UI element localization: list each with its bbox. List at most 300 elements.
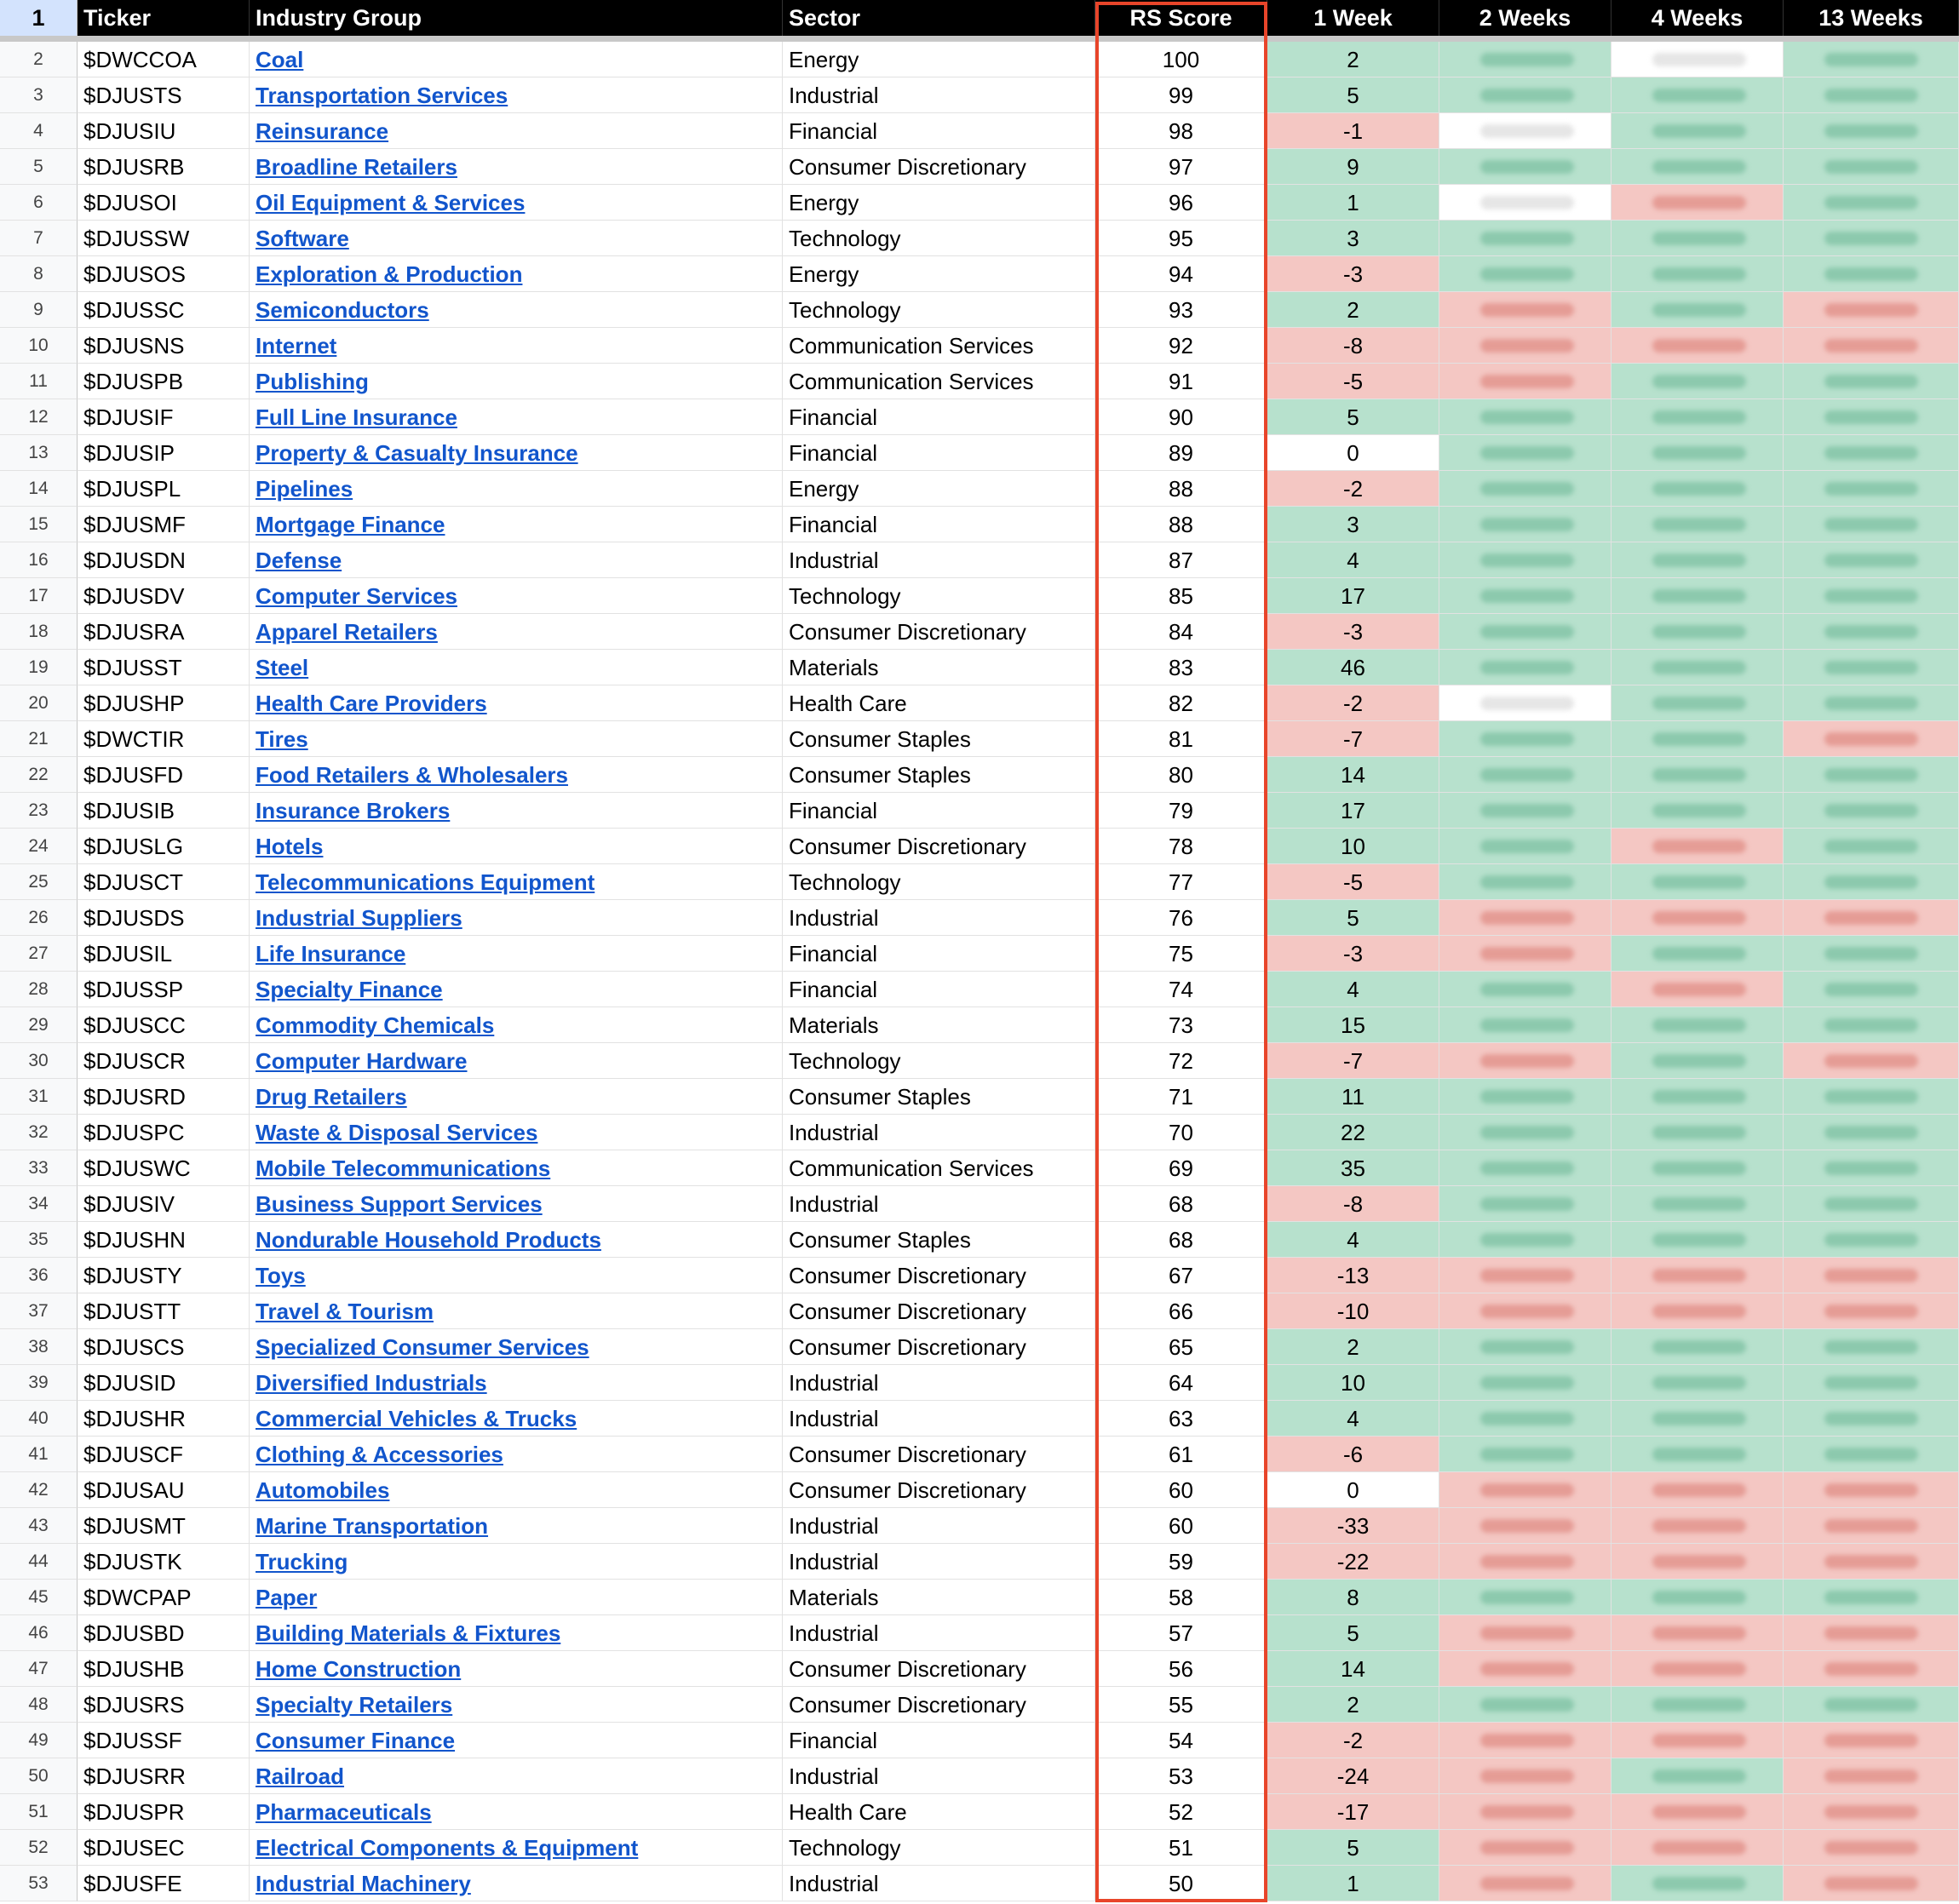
week-13-cell[interactable]: [1784, 1401, 1959, 1437]
ticker-cell[interactable]: $DJUSHN: [78, 1222, 250, 1258]
industry-group-link[interactable]: Railroad: [256, 1763, 345, 1789]
industry-group-link[interactable]: Pipelines: [256, 476, 353, 502]
ticker-cell[interactable]: $DJUSRS: [78, 1687, 250, 1723]
week-1-cell[interactable]: 4: [1267, 1401, 1439, 1437]
sector-cell[interactable]: Financial: [783, 435, 1095, 471]
industry-group-cell[interactable]: [250, 1758, 783, 1794]
rs-score-cell[interactable]: 58: [1095, 1580, 1267, 1615]
ticker-cell[interactable]: $DJUSFE: [78, 1866, 250, 1901]
sector-cell[interactable]: Industrial: [783, 1544, 1095, 1580]
ticker-cell[interactable]: $DJUSIF: [78, 399, 250, 435]
industry-group-link[interactable]: Paper: [256, 1585, 318, 1610]
week-4-cell[interactable]: [1611, 936, 1784, 972]
week-13-cell[interactable]: [1784, 650, 1959, 685]
sector-cell[interactable]: Consumer Discretionary: [783, 829, 1095, 864]
week-4-cell[interactable]: [1611, 77, 1784, 113]
industry-group-cell[interactable]: [250, 77, 783, 113]
week-4-cell[interactable]: [1611, 399, 1784, 435]
row-number[interactable]: 35: [0, 1222, 78, 1258]
ticker-cell[interactable]: $DJUSMF: [78, 507, 250, 542]
rs-score-cell[interactable]: 60: [1095, 1472, 1267, 1508]
week-4-cell[interactable]: [1611, 1794, 1784, 1830]
ticker-cell[interactable]: $DJUSRR: [78, 1758, 250, 1794]
sector-cell[interactable]: Financial: [783, 399, 1095, 435]
week-1-cell[interactable]: 17: [1267, 578, 1439, 614]
rs-score-cell[interactable]: 55: [1095, 1687, 1267, 1723]
week-2-cell[interactable]: [1439, 1079, 1611, 1115]
week-2-cell[interactable]: [1439, 1401, 1611, 1437]
sector-cell[interactable]: Consumer Staples: [783, 1079, 1095, 1115]
week-13-cell[interactable]: [1784, 1723, 1959, 1758]
rs-score-cell[interactable]: 69: [1095, 1150, 1267, 1186]
industry-group-link[interactable]: Clothing & Accessories: [256, 1442, 503, 1467]
industry-group-cell[interactable]: [250, 578, 783, 614]
rs-score-cell[interactable]: 99: [1095, 77, 1267, 113]
ticker-cell[interactable]: $DJUSPB: [78, 364, 250, 399]
row-number[interactable]: 3: [0, 77, 78, 113]
week-13-cell[interactable]: [1784, 1258, 1959, 1293]
sector-cell[interactable]: Consumer Staples: [783, 721, 1095, 757]
industry-group-link[interactable]: Automobiles: [256, 1477, 390, 1503]
rs-score-cell[interactable]: 98: [1095, 113, 1267, 149]
rs-score-cell[interactable]: 68: [1095, 1222, 1267, 1258]
week-13-cell[interactable]: [1784, 1580, 1959, 1615]
week-13-cell[interactable]: [1784, 185, 1959, 221]
week-1-cell[interactable]: 1: [1267, 1866, 1439, 1901]
ticker-cell[interactable]: $DJUSLG: [78, 829, 250, 864]
sector-cell[interactable]: Communication Services: [783, 364, 1095, 399]
week-1-cell[interactable]: 46: [1267, 650, 1439, 685]
week-13-cell[interactable]: [1784, 471, 1959, 507]
rs-score-cell[interactable]: 79: [1095, 793, 1267, 829]
row-number[interactable]: 15: [0, 507, 78, 542]
industry-group-cell[interactable]: [250, 685, 783, 721]
column-header-1-week[interactable]: 1 Week: [1267, 0, 1439, 36]
week-1-cell[interactable]: 8: [1267, 1580, 1439, 1615]
row-number[interactable]: 19: [0, 650, 78, 685]
week-2-cell[interactable]: [1439, 1222, 1611, 1258]
industry-group-link[interactable]: Commercial Vehicles & Trucks: [256, 1406, 577, 1431]
rs-score-cell[interactable]: 50: [1095, 1866, 1267, 1901]
industry-group-cell[interactable]: [250, 1115, 783, 1150]
ticker-cell[interactable]: $DJUSHP: [78, 685, 250, 721]
rs-score-cell[interactable]: 95: [1095, 221, 1267, 256]
column-header-2-weeks[interactable]: 2 Weeks: [1439, 0, 1611, 36]
ticker-cell[interactable]: $DJUSOI: [78, 185, 250, 221]
week-2-cell[interactable]: [1439, 1687, 1611, 1723]
rs-score-cell[interactable]: 53: [1095, 1758, 1267, 1794]
week-4-cell[interactable]: [1611, 614, 1784, 650]
week-4-cell[interactable]: [1611, 1115, 1784, 1150]
week-1-cell[interactable]: 5: [1267, 399, 1439, 435]
week-1-cell[interactable]: -5: [1267, 364, 1439, 399]
week-1-cell[interactable]: -7: [1267, 721, 1439, 757]
row-number[interactable]: 37: [0, 1293, 78, 1329]
ticker-cell[interactable]: $DJUSOS: [78, 256, 250, 292]
industry-group-cell[interactable]: [250, 1687, 783, 1723]
week-2-cell[interactable]: [1439, 221, 1611, 256]
ticker-cell[interactable]: $DJUSPC: [78, 1115, 250, 1150]
sector-cell[interactable]: Consumer Discretionary: [783, 1472, 1095, 1508]
industry-group-link[interactable]: Steel: [256, 655, 309, 680]
sector-cell[interactable]: Industrial: [783, 1758, 1095, 1794]
week-1-cell[interactable]: -22: [1267, 1544, 1439, 1580]
industry-group-cell[interactable]: [250, 900, 783, 936]
week-4-cell[interactable]: [1611, 1866, 1784, 1901]
row-number[interactable]: 29: [0, 1007, 78, 1043]
week-4-cell[interactable]: [1611, 1150, 1784, 1186]
rs-score-cell[interactable]: 89: [1095, 435, 1267, 471]
ticker-cell[interactable]: $DJUSSC: [78, 292, 250, 328]
week-13-cell[interactable]: [1784, 1758, 1959, 1794]
row-number[interactable]: 25: [0, 864, 78, 900]
week-2-cell[interactable]: [1439, 77, 1611, 113]
week-2-cell[interactable]: [1439, 864, 1611, 900]
week-1-cell[interactable]: -24: [1267, 1758, 1439, 1794]
week-1-cell[interactable]: 15: [1267, 1007, 1439, 1043]
week-1-cell[interactable]: 2: [1267, 1329, 1439, 1365]
sector-cell[interactable]: Communication Services: [783, 1150, 1095, 1186]
week-2-cell[interactable]: [1439, 1437, 1611, 1472]
ticker-cell[interactable]: $DJUSNS: [78, 328, 250, 364]
sector-cell[interactable]: Industrial: [783, 77, 1095, 113]
week-13-cell[interactable]: [1784, 972, 1959, 1007]
industry-group-link[interactable]: Industrial Suppliers: [256, 905, 462, 931]
industry-group-cell[interactable]: [250, 1508, 783, 1544]
week-4-cell[interactable]: [1611, 1830, 1784, 1866]
industry-group-cell[interactable]: [250, 399, 783, 435]
row-number[interactable]: 44: [0, 1544, 78, 1580]
week-4-cell[interactable]: [1611, 578, 1784, 614]
sector-cell[interactable]: Consumer Discretionary: [783, 614, 1095, 650]
ticker-cell[interactable]: $DJUSWC: [78, 1150, 250, 1186]
industry-group-link[interactable]: Coal: [256, 47, 304, 72]
rs-score-cell[interactable]: 56: [1095, 1651, 1267, 1687]
week-4-cell[interactable]: [1611, 1508, 1784, 1544]
week-4-cell[interactable]: [1611, 721, 1784, 757]
industry-group-link[interactable]: Tires: [256, 726, 308, 752]
week-13-cell[interactable]: [1784, 1794, 1959, 1830]
row-number[interactable]: 40: [0, 1401, 78, 1437]
industry-group-cell[interactable]: [250, 328, 783, 364]
sector-cell[interactable]: Industrial: [783, 900, 1095, 936]
week-1-cell[interactable]: 2: [1267, 42, 1439, 77]
week-13-cell[interactable]: [1784, 328, 1959, 364]
week-1-cell[interactable]: -5: [1267, 864, 1439, 900]
industry-group-cell[interactable]: [250, 1544, 783, 1580]
industry-group-cell[interactable]: [250, 1365, 783, 1401]
ticker-cell[interactable]: $DJUSCR: [78, 1043, 250, 1079]
week-1-cell[interactable]: 11: [1267, 1079, 1439, 1115]
row-number[interactable]: 53: [0, 1866, 78, 1901]
industry-group-cell[interactable]: [250, 364, 783, 399]
sector-cell[interactable]: Consumer Discretionary: [783, 1687, 1095, 1723]
week-1-cell[interactable]: 35: [1267, 1150, 1439, 1186]
week-1-cell[interactable]: -8: [1267, 1186, 1439, 1222]
week-13-cell[interactable]: [1784, 364, 1959, 399]
week-1-cell[interactable]: -13: [1267, 1258, 1439, 1293]
week-2-cell[interactable]: [1439, 399, 1611, 435]
week-13-cell[interactable]: [1784, 399, 1959, 435]
week-1-cell[interactable]: 5: [1267, 1615, 1439, 1651]
sector-cell[interactable]: Consumer Discretionary: [783, 1437, 1095, 1472]
row-number[interactable]: 42: [0, 1472, 78, 1508]
industry-group-cell[interactable]: [250, 1329, 783, 1365]
row-number[interactable]: 11: [0, 364, 78, 399]
industry-group-link[interactable]: Diversified Industrials: [256, 1370, 487, 1396]
industry-group-link[interactable]: Mortgage Finance: [256, 512, 445, 537]
industry-group-link[interactable]: Hotels: [256, 834, 324, 859]
week-1-cell[interactable]: 0: [1267, 435, 1439, 471]
week-4-cell[interactable]: [1611, 829, 1784, 864]
rs-score-cell[interactable]: 91: [1095, 364, 1267, 399]
week-1-cell[interactable]: 2: [1267, 292, 1439, 328]
row-number[interactable]: 41: [0, 1437, 78, 1472]
industry-group-link[interactable]: Computer Hardware: [256, 1048, 468, 1074]
row-number[interactable]: 12: [0, 399, 78, 435]
row-number[interactable]: 50: [0, 1758, 78, 1794]
column-header-rs-score[interactable]: RS Score: [1095, 0, 1267, 36]
rs-score-cell[interactable]: 73: [1095, 1007, 1267, 1043]
ticker-cell[interactable]: $DJUSIB: [78, 793, 250, 829]
ticker-cell[interactable]: $DJUSIV: [78, 1186, 250, 1222]
week-13-cell[interactable]: [1784, 1687, 1959, 1723]
week-2-cell[interactable]: [1439, 721, 1611, 757]
industry-group-cell[interactable]: [250, 435, 783, 471]
sector-cell[interactable]: Technology: [783, 292, 1095, 328]
week-4-cell[interactable]: [1611, 972, 1784, 1007]
week-1-cell[interactable]: 3: [1267, 221, 1439, 256]
sector-cell[interactable]: Communication Services: [783, 328, 1095, 364]
week-13-cell[interactable]: [1784, 1043, 1959, 1079]
week-4-cell[interactable]: [1611, 1222, 1784, 1258]
week-13-cell[interactable]: [1784, 1115, 1959, 1150]
week-2-cell[interactable]: [1439, 685, 1611, 721]
industry-group-cell[interactable]: [250, 1150, 783, 1186]
week-13-cell[interactable]: [1784, 936, 1959, 972]
row-number[interactable]: 38: [0, 1329, 78, 1365]
row-number[interactable]: 20: [0, 685, 78, 721]
row-number[interactable]: 4: [0, 113, 78, 149]
sector-cell[interactable]: Energy: [783, 471, 1095, 507]
row-number[interactable]: 47: [0, 1651, 78, 1687]
week-1-cell[interactable]: 9: [1267, 149, 1439, 185]
week-4-cell[interactable]: [1611, 1079, 1784, 1115]
row-number[interactable]: 27: [0, 936, 78, 972]
rs-score-cell[interactable]: 90: [1095, 399, 1267, 435]
week-13-cell[interactable]: [1784, 1222, 1959, 1258]
industry-group-cell[interactable]: [250, 1401, 783, 1437]
ticker-cell[interactable]: $DJUSBD: [78, 1615, 250, 1651]
industry-group-link[interactable]: Building Materials & Fixtures: [256, 1620, 561, 1646]
row-number[interactable]: 24: [0, 829, 78, 864]
industry-group-link[interactable]: Nondurable Household Products: [256, 1227, 601, 1253]
industry-group-cell[interactable]: [250, 1794, 783, 1830]
week-4-cell[interactable]: [1611, 364, 1784, 399]
industry-group-link[interactable]: Transportation Services: [256, 83, 508, 108]
week-13-cell[interactable]: [1784, 1830, 1959, 1866]
sector-cell[interactable]: Consumer Staples: [783, 757, 1095, 793]
rs-score-cell[interactable]: 72: [1095, 1043, 1267, 1079]
ticker-cell[interactable]: $DJUSHB: [78, 1651, 250, 1687]
week-4-cell[interactable]: [1611, 793, 1784, 829]
week-1-cell[interactable]: 4: [1267, 972, 1439, 1007]
week-1-cell[interactable]: 1: [1267, 185, 1439, 221]
industry-group-cell[interactable]: [250, 936, 783, 972]
rs-score-cell[interactable]: 87: [1095, 542, 1267, 578]
row-number[interactable]: 52: [0, 1830, 78, 1866]
week-2-cell[interactable]: [1439, 292, 1611, 328]
industry-group-link[interactable]: Apparel Retailers: [256, 619, 438, 645]
week-2-cell[interactable]: [1439, 1758, 1611, 1794]
row-number[interactable]: 10: [0, 328, 78, 364]
week-13-cell[interactable]: [1784, 292, 1959, 328]
sector-cell[interactable]: Industrial: [783, 1508, 1095, 1544]
industry-group-link[interactable]: Waste & Disposal Services: [256, 1120, 538, 1145]
week-13-cell[interactable]: [1784, 221, 1959, 256]
week-4-cell[interactable]: [1611, 1544, 1784, 1580]
week-13-cell[interactable]: [1784, 864, 1959, 900]
week-2-cell[interactable]: [1439, 1329, 1611, 1365]
rs-score-cell[interactable]: 59: [1095, 1544, 1267, 1580]
week-2-cell[interactable]: [1439, 757, 1611, 793]
week-1-cell[interactable]: 2: [1267, 1687, 1439, 1723]
rs-score-cell[interactable]: 64: [1095, 1365, 1267, 1401]
ticker-cell[interactable]: $DJUSIP: [78, 435, 250, 471]
week-4-cell[interactable]: [1611, 292, 1784, 328]
week-2-cell[interactable]: [1439, 1723, 1611, 1758]
industry-group-link[interactable]: Oil Equipment & Services: [256, 190, 526, 215]
ticker-cell[interactable]: $DJUSPR: [78, 1794, 250, 1830]
week-2-cell[interactable]: [1439, 1830, 1611, 1866]
ticker-cell[interactable]: $DWCTIR: [78, 721, 250, 757]
week-2-cell[interactable]: [1439, 435, 1611, 471]
week-13-cell[interactable]: [1784, 1437, 1959, 1472]
row-number[interactable]: 28: [0, 972, 78, 1007]
industry-group-cell[interactable]: [250, 292, 783, 328]
industry-group-cell[interactable]: [250, 507, 783, 542]
week-2-cell[interactable]: [1439, 936, 1611, 972]
week-1-cell[interactable]: 0: [1267, 1472, 1439, 1508]
sector-cell[interactable]: Health Care: [783, 685, 1095, 721]
row-number[interactable]: 30: [0, 1043, 78, 1079]
row-number[interactable]: 39: [0, 1365, 78, 1401]
row-number[interactable]: 32: [0, 1115, 78, 1150]
ticker-cell[interactable]: $DJUSTS: [78, 77, 250, 113]
rs-score-cell[interactable]: 100: [1095, 42, 1267, 77]
sector-cell[interactable]: Financial: [783, 507, 1095, 542]
ticker-cell[interactable]: $DJUSPL: [78, 471, 250, 507]
ticker-cell[interactable]: $DJUSMT: [78, 1508, 250, 1544]
row-number[interactable]: 51: [0, 1794, 78, 1830]
week-4-cell[interactable]: [1611, 1258, 1784, 1293]
week-13-cell[interactable]: [1784, 1007, 1959, 1043]
ticker-cell[interactable]: $DJUSCF: [78, 1437, 250, 1472]
rs-score-cell[interactable]: 61: [1095, 1437, 1267, 1472]
row-number-header[interactable]: 1: [0, 0, 78, 36]
rs-score-cell[interactable]: 71: [1095, 1079, 1267, 1115]
week-2-cell[interactable]: [1439, 328, 1611, 364]
week-13-cell[interactable]: [1784, 578, 1959, 614]
column-header-ticker[interactable]: Ticker: [78, 0, 250, 36]
industry-group-link[interactable]: Electrical Components & Equipment: [256, 1835, 639, 1861]
week-4-cell[interactable]: [1611, 256, 1784, 292]
industry-group-cell[interactable]: [250, 1293, 783, 1329]
row-number[interactable]: 8: [0, 256, 78, 292]
industry-group-cell[interactable]: [250, 185, 783, 221]
industry-group-cell[interactable]: [250, 542, 783, 578]
industry-group-link[interactable]: Specialty Retailers: [256, 1692, 453, 1718]
sector-cell[interactable]: Technology: [783, 221, 1095, 256]
week-1-cell[interactable]: -7: [1267, 1043, 1439, 1079]
rs-score-cell[interactable]: 94: [1095, 256, 1267, 292]
rs-score-cell[interactable]: 83: [1095, 650, 1267, 685]
week-4-cell[interactable]: [1611, 328, 1784, 364]
week-4-cell[interactable]: [1611, 1401, 1784, 1437]
week-2-cell[interactable]: [1439, 900, 1611, 936]
industry-group-cell[interactable]: [250, 829, 783, 864]
industry-group-cell[interactable]: [250, 757, 783, 793]
row-number[interactable]: 46: [0, 1615, 78, 1651]
week-1-cell[interactable]: 22: [1267, 1115, 1439, 1150]
week-2-cell[interactable]: [1439, 1580, 1611, 1615]
week-2-cell[interactable]: [1439, 793, 1611, 829]
week-13-cell[interactable]: [1784, 1186, 1959, 1222]
industry-group-cell[interactable]: [250, 1472, 783, 1508]
ticker-cell[interactable]: $DJUSDN: [78, 542, 250, 578]
week-1-cell[interactable]: -6: [1267, 1437, 1439, 1472]
week-4-cell[interactable]: [1611, 1437, 1784, 1472]
week-2-cell[interactable]: [1439, 256, 1611, 292]
week-13-cell[interactable]: [1784, 1472, 1959, 1508]
week-2-cell[interactable]: [1439, 113, 1611, 149]
week-4-cell[interactable]: [1611, 435, 1784, 471]
week-1-cell[interactable]: 10: [1267, 1365, 1439, 1401]
rs-score-cell[interactable]: 85: [1095, 578, 1267, 614]
industry-group-link[interactable]: Home Construction: [256, 1656, 462, 1682]
industry-group-link[interactable]: Mobile Telecommunications: [256, 1156, 551, 1181]
column-header-sector[interactable]: Sector: [783, 0, 1095, 36]
sector-cell[interactable]: Industrial: [783, 1401, 1095, 1437]
week-13-cell[interactable]: [1784, 1544, 1959, 1580]
industry-group-cell[interactable]: [250, 1437, 783, 1472]
rs-score-cell[interactable]: 74: [1095, 972, 1267, 1007]
industry-group-link[interactable]: Computer Services: [256, 583, 457, 609]
rs-score-cell[interactable]: 51: [1095, 1830, 1267, 1866]
row-number[interactable]: 23: [0, 793, 78, 829]
ticker-cell[interactable]: $DJUSCC: [78, 1007, 250, 1043]
week-2-cell[interactable]: [1439, 1293, 1611, 1329]
rs-score-cell[interactable]: 65: [1095, 1329, 1267, 1365]
week-13-cell[interactable]: [1784, 542, 1959, 578]
week-4-cell[interactable]: [1611, 149, 1784, 185]
week-2-cell[interactable]: [1439, 614, 1611, 650]
week-4-cell[interactable]: [1611, 1365, 1784, 1401]
week-2-cell[interactable]: [1439, 1472, 1611, 1508]
week-1-cell[interactable]: 5: [1267, 77, 1439, 113]
week-2-cell[interactable]: [1439, 1615, 1611, 1651]
industry-group-link[interactable]: Internet: [256, 333, 337, 358]
rs-score-cell[interactable]: 88: [1095, 471, 1267, 507]
industry-group-link[interactable]: Marine Transportation: [256, 1513, 489, 1539]
week-2-cell[interactable]: [1439, 1043, 1611, 1079]
week-13-cell[interactable]: [1784, 1365, 1959, 1401]
industry-group-cell[interactable]: [250, 256, 783, 292]
ticker-cell[interactable]: $DJUSST: [78, 650, 250, 685]
week-1-cell[interactable]: 3: [1267, 507, 1439, 542]
ticker-cell[interactable]: $DJUSSW: [78, 221, 250, 256]
rs-score-cell[interactable]: 75: [1095, 936, 1267, 972]
